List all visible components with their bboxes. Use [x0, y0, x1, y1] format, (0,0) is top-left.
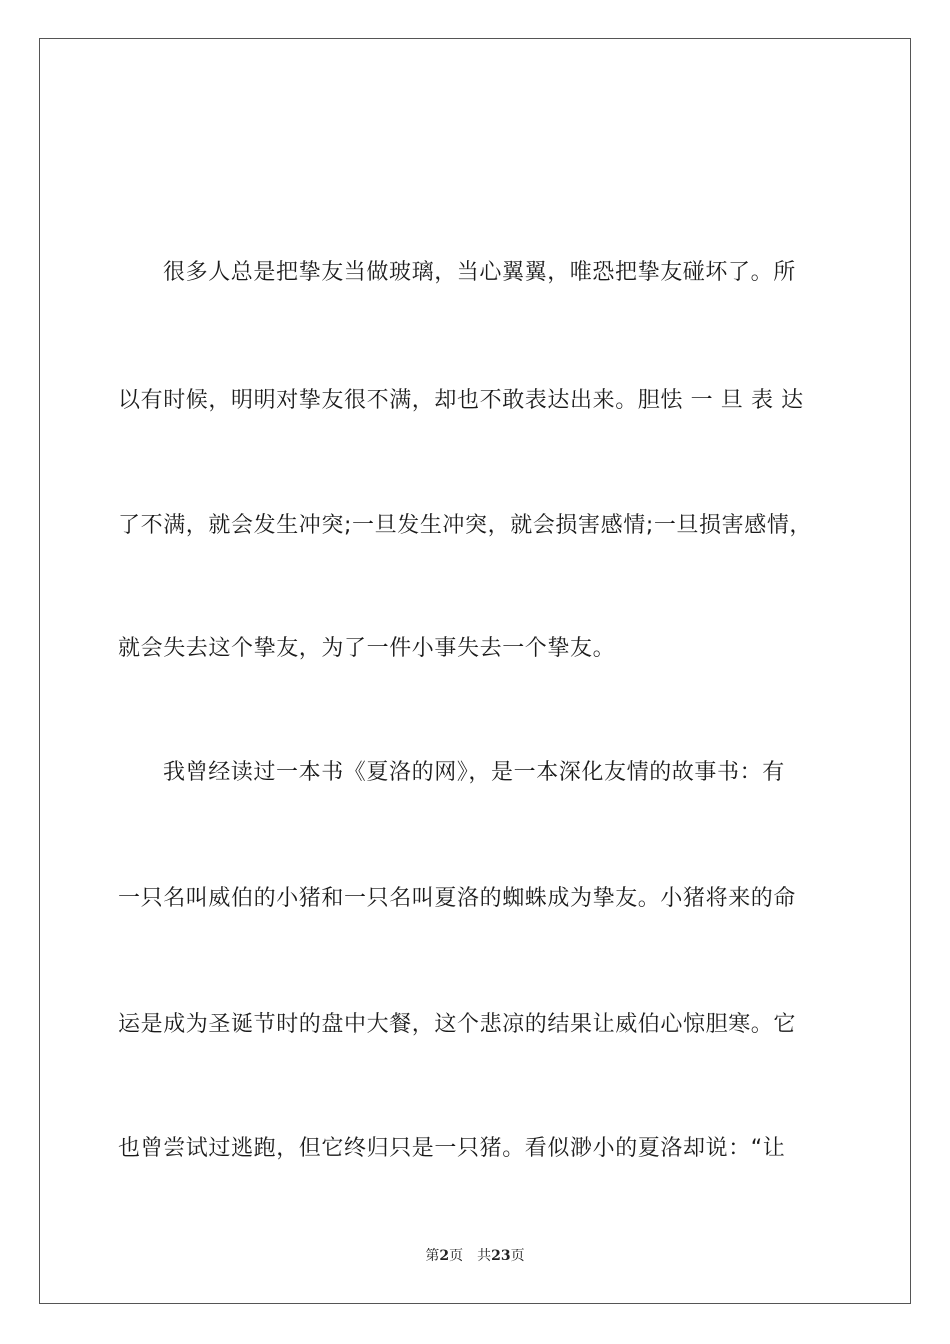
page-suffix: 页 — [449, 1248, 464, 1264]
text-line-7: 运是成为圣诞节时的盘中大餐，这个悲凉的结果让威伯心惊胆寒。它 — [118, 1012, 797, 1037]
total-pages: 23 — [491, 1248, 511, 1264]
total-suffix: 页 — [510, 1248, 525, 1264]
text-line-5: 我曾经读过一本书《夏洛的网》，是一本深化友情的故事书：有 — [163, 760, 785, 785]
text-line-1: 很多人总是把挚友当做玻璃，当心翼翼，唯恐把挚友碰坏了。所 — [163, 260, 796, 285]
text-line-2: 以有时候，明明对挚友很不满，却也不敢表达出来。胆怯 一 旦 表 达 — [118, 388, 804, 413]
text-line-6: 一只名叫威伯的小猪和一只名叫夏洛的蜘蛛成为挚友。小猪将来的命 — [118, 886, 797, 911]
text-line-3: 了不满，就会发生冲突;一旦发生冲突，就会损害感情;一旦损害感情， — [118, 513, 813, 538]
page-prefix: 第 — [425, 1248, 440, 1264]
text-line-8: 也曾尝试过逃跑，但它终归只是一只猪。看似渺小的夏洛却说：“让 — [118, 1136, 786, 1161]
page-number: 2 — [439, 1248, 450, 1264]
total-prefix: 共 — [477, 1248, 492, 1264]
page-footer — [0, 1247, 950, 1265]
page-border — [39, 38, 911, 1304]
text-line-4: 就会失去这个挚友，为了一件小事失去一个挚友。 — [118, 636, 616, 661]
